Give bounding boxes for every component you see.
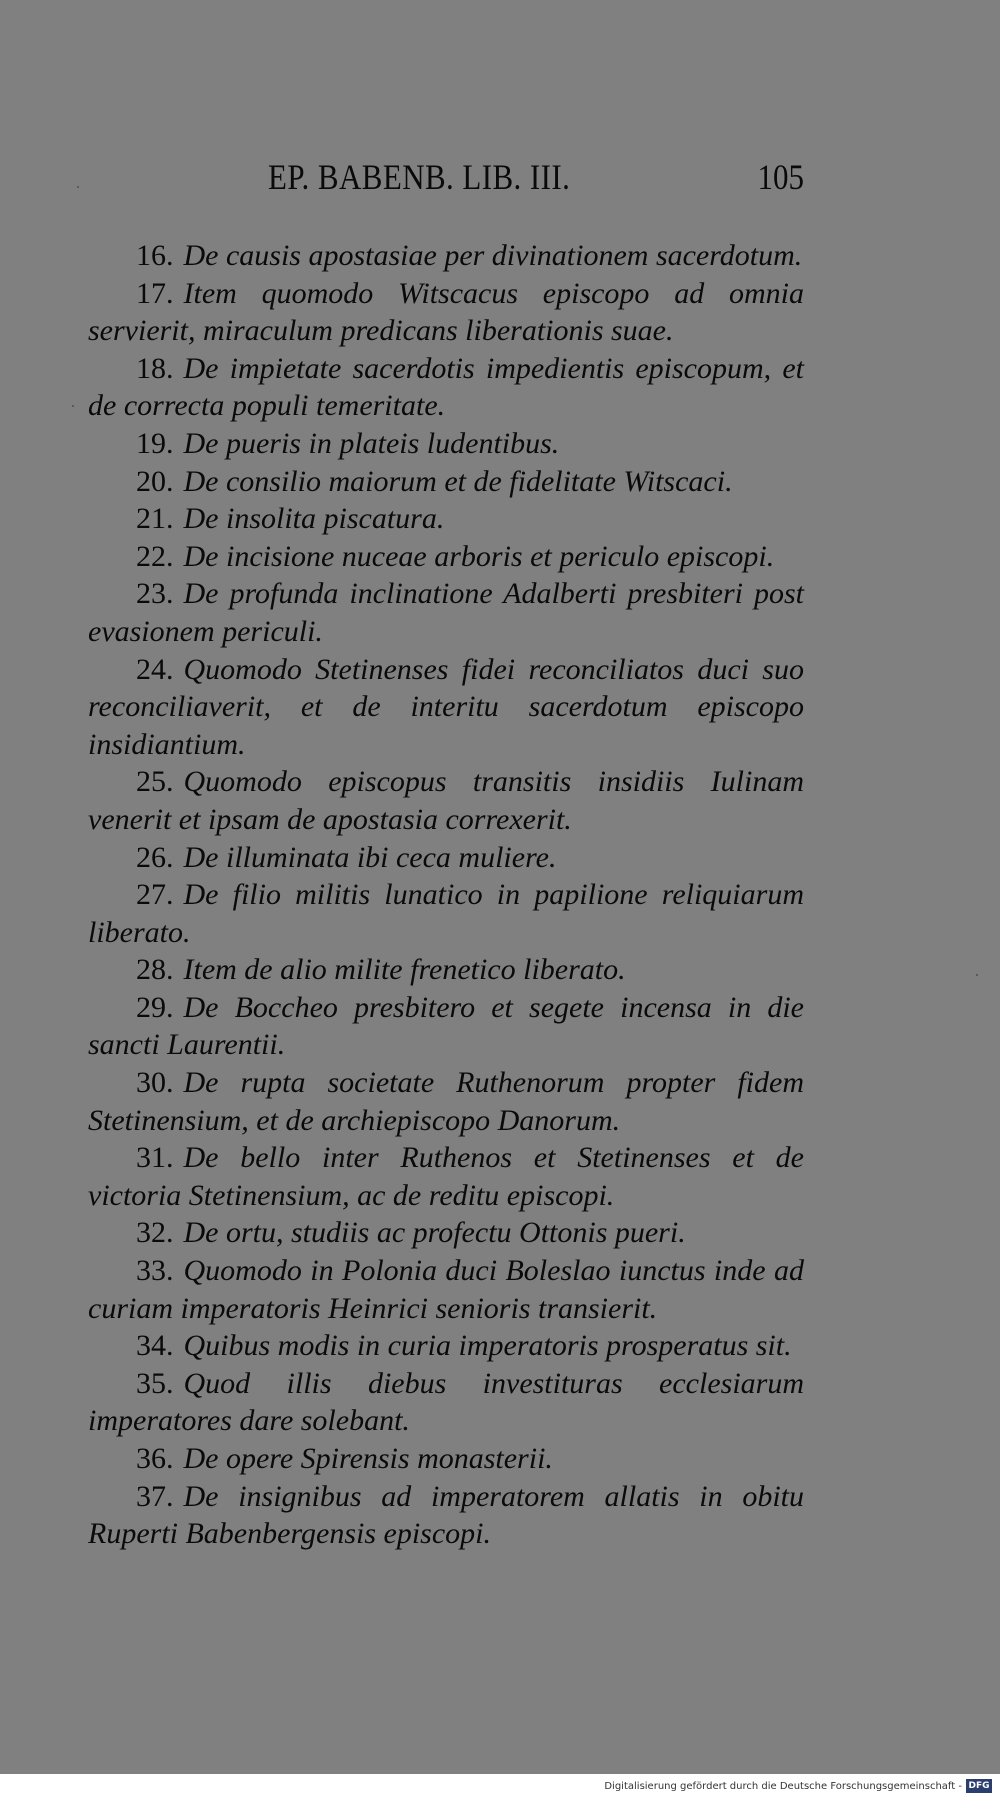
- chapter-entry: [88, 763, 804, 838]
- chapter-entry: [88, 651, 804, 764]
- chapter-entry: [88, 989, 804, 1064]
- chapter-title: De pueris in plateis ludentibus.: [183, 426, 560, 460]
- chapter-number: 17.: [136, 276, 174, 310]
- chapter-number: 30.: [136, 1066, 174, 1100]
- chapter-number: 29.: [136, 990, 174, 1024]
- chapter-entry: [88, 1327, 804, 1365]
- chapter-number: 24.: [136, 652, 174, 686]
- running-head: [88, 156, 804, 202]
- chapter-number: 23.: [136, 577, 174, 611]
- chapter-entry: [88, 275, 804, 350]
- chapter-title: De impietate sacerdotis impedientis episcopum, et de correcta populi temeritate.: [88, 351, 804, 423]
- chapter-title: De causis apostasiae per divinationem sacerdotum.: [183, 239, 803, 272]
- chapter-title: De insolita piscatura.: [183, 502, 445, 536]
- running-title: EP. BABENB. LIB. III.: [268, 157, 571, 197]
- chapter-entry: [88, 951, 804, 989]
- chapter-number: 36.: [136, 1442, 174, 1475]
- chapter-number: 22.: [136, 539, 174, 573]
- chapter-entry: [88, 500, 804, 538]
- chapter-number: 37.: [136, 1479, 174, 1513]
- chapter-entry: [88, 1252, 804, 1327]
- chapter-title: Quod illis diebus investituras ecclesiarum imperatores dare solebant.: [88, 1366, 804, 1438]
- scan-speck: [77, 186, 79, 188]
- chapter-number: 20.: [136, 464, 174, 498]
- digitization-footer: [604, 1778, 992, 1794]
- chapter-title: De ortu, studiis ac profectu Ottonis pueri.: [183, 1216, 686, 1250]
- dfg-logo: DFG: [966, 1779, 992, 1793]
- scan-speck: [976, 974, 978, 976]
- chapter-title: De incisione nuceae arboris et periculo episcopi.: [183, 539, 775, 573]
- chapter-title: Quibus modis in curia imperatoris prosperatus sit.: [183, 1329, 792, 1363]
- chapter-entry: [88, 425, 804, 463]
- chapter-number: 18.: [136, 351, 174, 385]
- chapter-entry: [88, 876, 804, 951]
- dfg-credit-text: Digitalisierung gefördert durch die Deutsche Forschungsgemeinschaft -: [604, 1780, 962, 1792]
- chapter-list: [88, 237, 804, 1553]
- chapter-number: 21.: [136, 502, 174, 536]
- chapter-title: Item de alio milite frenetico liberato.: [183, 953, 626, 987]
- chapter-entry: [88, 1365, 804, 1440]
- chapter-number: 28.: [136, 953, 174, 987]
- chapter-title: De filio militis lunatico in papilione reliquiarum liberato.: [88, 878, 804, 949]
- chapter-entry: [88, 237, 804, 275]
- chapter-title: De illuminata ibi ceca muliere.: [183, 840, 557, 874]
- chapter-title: De insignibus ad imperatorem allatis in obitu Ruperti Babenbergensis episcopi.: [88, 1479, 804, 1551]
- chapter-entry: [88, 839, 804, 877]
- chapter-title: De consilio maiorum et de fidelitate Witscaci.: [183, 464, 733, 498]
- chapter-number: 19.: [136, 426, 174, 460]
- chapter-title: Item quomodo Witscacus episcopo ad omnia servierit, miraculum predicans liberationis suae.: [88, 276, 804, 348]
- chapter-title: Quomodo Stetinenses fidei reconciliatos duci suo reconciliaverit, et de interitu sacerdotum episcopo insidiantium.: [88, 652, 804, 761]
- chapter-entry: [88, 463, 804, 501]
- chapter-entry: [88, 1139, 804, 1214]
- chapter-title: De Boccheo presbitero et segete incensa in die sancti Laurentii.: [88, 990, 804, 1062]
- chapter-title: De bello inter Ruthenos et Stetinenses et de victoria Stetinensium, ac de reditu episcopi.: [88, 1141, 804, 1212]
- chapter-number: 34.: [136, 1329, 174, 1363]
- chapter-number: 25.: [136, 765, 174, 799]
- page-number: 105: [757, 157, 804, 197]
- chapter-number: 16.: [136, 239, 174, 272]
- chapter-entry: [88, 1478, 804, 1553]
- chapter-title: De profunda inclinatione Adalberti presbiteri post evasionem periculi.: [88, 577, 804, 648]
- chapter-entry: [88, 538, 804, 576]
- scan-speck: [72, 405, 74, 407]
- chapter-title: De opere Spirensis monasterii.: [183, 1442, 553, 1475]
- chapter-number: 33.: [136, 1254, 174, 1288]
- chapter-title: Quomodo episcopus transitis insidiis Iulinam venerit et ipsam de apostasia correxerit.: [88, 765, 804, 836]
- chapter-entry: [88, 575, 804, 650]
- chapter-entry: [88, 1064, 804, 1139]
- chapter-number: 35.: [136, 1366, 174, 1400]
- chapter-entry: [88, 350, 804, 425]
- chapter-title: Quomodo in Polonia duci Boleslao iunctus inde ad curiam imperatoris Heinrici senioris transierit.: [88, 1254, 804, 1325]
- chapter-entry: [88, 1214, 804, 1252]
- chapter-title: De rupta societate Ruthenorum propter fidem Stetinensium, et de archiepiscopo Danorum.: [88, 1066, 804, 1137]
- chapter-entry: [88, 1440, 804, 1478]
- chapter-number: 31.: [136, 1141, 174, 1175]
- chapter-number: 32.: [136, 1216, 174, 1250]
- chapter-number: 26.: [136, 840, 174, 874]
- chapter-number: 27.: [136, 878, 174, 912]
